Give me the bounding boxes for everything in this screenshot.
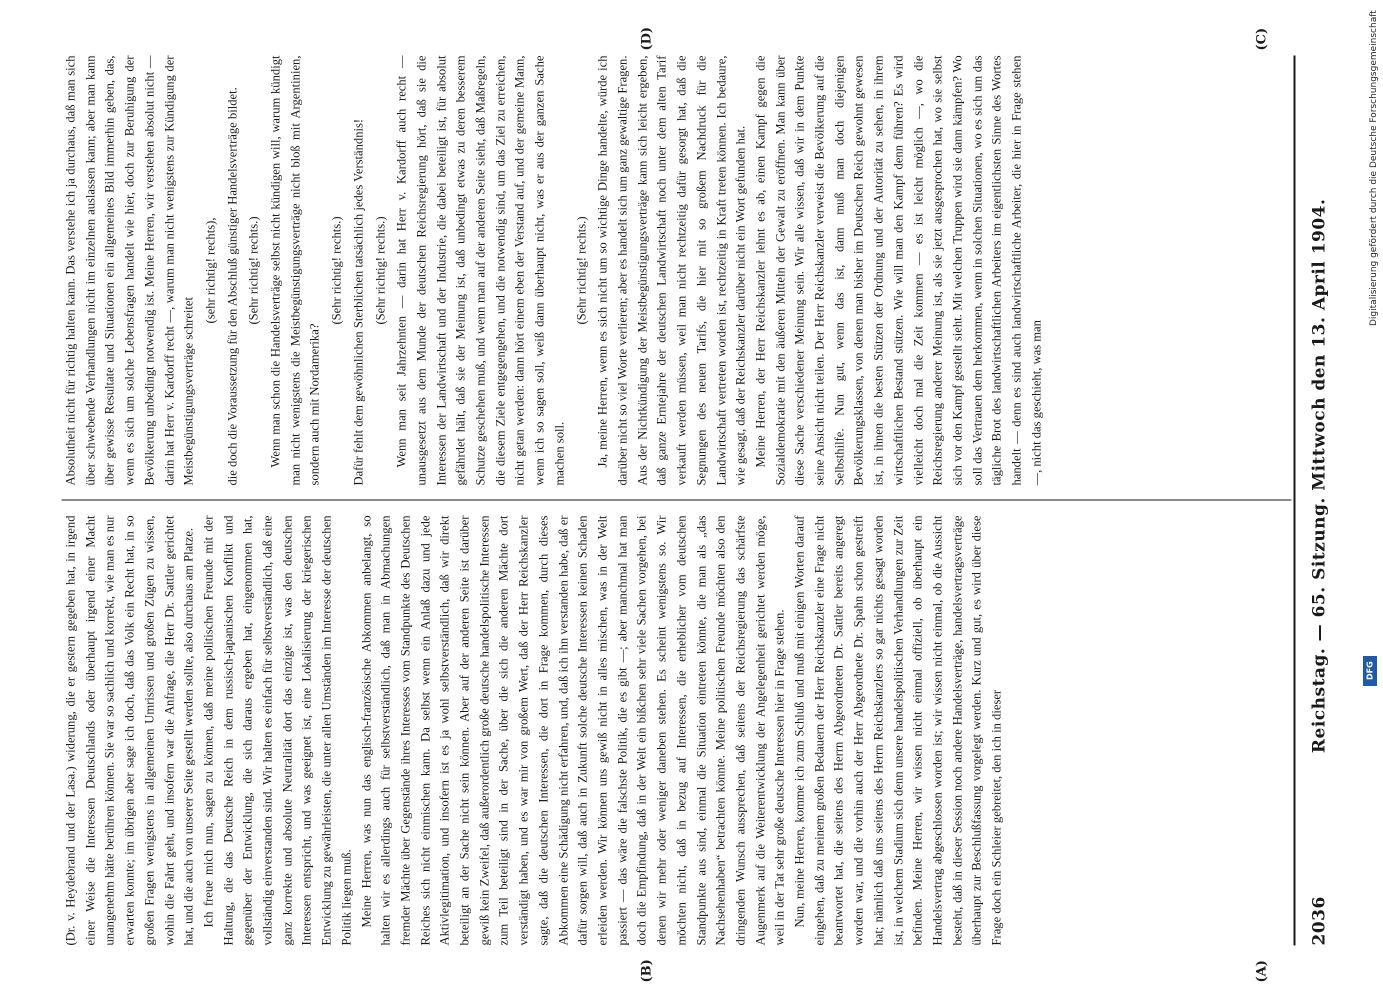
right-paragraph: Meine Herren, der Herr Reichskanzler lehnt es ab, einen Kampf gegen die Sozialdemokratie mit den äußeren Mitteln der Gewalt zu eröffnen. Man kann über diese Sache verschiedener Meinung sein. Wir alle wissen, daß wir in dem Punkte seine Ansicht nicht teilen. Der Herr Reichskanzler verweist die Bevölkerung auf die Selbsthilfe. Nun gut, wenn das ist, dann muß man doch diejenigen Bevölkerungsklassen, von denen man bisher im Deutschen Reich gewohnt gewesen ist, in ihnen die besten Stützen der Ordnung und der Autorität zu sehen, in ihrem wirtschaftlichen Bestand stützen. Wie will man den Kampf denn führen? Es wird vielleicht doch mal die Zeit kommen — es ist leicht möglich —, wo die Reichsregierung anderer Meinung ist, als sie jetzt ausgesprochen hat, wo sie selbst sich vor den Kampf gestellt sieht. Mit welchen Truppen wird sie dann kämpfen? Wo soll das Vertrauen dem herkommen, wenn in solchen Situationen, wo es sich um das tägliche Brot des landwirtschaftlichen Arbeiters im eigentlichsten Sinne des Wortes handelt — denn es sind auch landwirtschaftliche Arbeiter, die hier in Frage stehen —, nicht das geschieht, was man	[753, 55, 1044, 486]
right-paragraph: Wenn man seit Jahrzehnten — darin hat Herr v. Kardorff auch recht — unausgesetzt aus dem Munde der deutschen Reichsregierung hört, daß sie die Interessen der Landwirtschaft und der Industrie, die dabei beteiligt ist, für absolut gefährdet hält, daß sie der Meinung ist, daß unbedingt etwas zu deren besserem Schutze geschehen muß, und wenn man auf der anderen Seite sieht, daß Maßregeln, die diesem Ziele entgegengehen, und die notwendig sind, um das Ziel zu erreichen, nicht getan werden: dann hört einem eben der Verstand auf, und der gemeine Mann, wenn ich so sagen soll, weiß dann überhaupt nicht, was er aus der ganzen Sache machen soll.	[394, 55, 567, 486]
left-paragraph: Meine Herren, was nun das englisch-französische Abkommen anbelangt, so halten wir es allerdings auch für selbstverständlich, daß man in Abmachungen fremder Mächte über Gegenstände ihres Interesses vom Standpunkte des Deutschen Reiches sich nicht einmischen kann. Da selbst wenn ein Anlaß dazu und jede Aktivlegitimation, und insofern ist es ja wohl selbstverständlich, daß wir direkt beteiligt an der Sache nicht sein können. Aber auf der anderen Seite ist darüber gewiß kein Zweifel, daß außerordentlich große deutsche handelspolitische Interessen zum Teil beteiligt sind in der Sache, über die sich die anderen Mächte dort verständigt haben, und es war mir von großem Wert, daß der Herr Reichskanzler sagte, daß die deutschen Interessen, die dort in Frage kommen, durch dieses Abkommen eine Schädigung nicht erfahren, und, daß ich ihn verstanden habe, daß er dafür sorgen will, daß auch in Zukunft solche deutsche Interessen keinen Schaden erleiden werden. Wir können uns gewiß nicht in alles mischen, was in der Welt passiert — das wäre die falschste Politik, die es gibt —; aber manchmal hat man doch die Empfindung, daß in der Welt ein bißchen sehr viele Sachen vorgehen, bei denen wir mehr oder weniger daneben stehen. Es scheint wenigstens so. Wir möchten nicht, daß in bezug auf Interessen, die erheblicher vom deutschen Standpunkte aus sind, einmal die Situation eintreten könnte, die man als „das Nachsehenhaben“ betrachten könnte. Meine politischen Freunde möchten also den dringenden Wunsch aussprechen, daß seitens der Reichsregierung das schärfste Augenmerk auf die Weiterentwicklung der Angelegenheit gerichtet werden möge, weil in der Tat sehr große deutsche Interessen hier in Frage stehen.	[359, 515, 787, 946]
left-paragraph: Ich freue mich nun, sagen zu können, daß meine politischen Freunde mit der Haltung, die das Deutsche Reich in dem russisch-japanischen Konflikt und gegenüber der Entwicklung, die sich daraus ergeben hat, eingenommen hat, vollständig einverstanden sind. Wir halten es einfach für selbstverständlich, daß eine ganz korrekte und absolute Neutralität dort das einzige ist, was den deutschen Interessen entspricht, und was geeignet ist, eine Lokalisierung der kriegerischen Entwicklung zu gewährleisten, die unter allen Umständen im Interesse der deutschen Politik liegen muß.	[201, 515, 354, 946]
interjection: (Sehr richtig! rechts.)	[373, 216, 388, 325]
dfg-logo: DFG	[1363, 656, 1377, 686]
left-column	[62, 516, 1292, 946]
right-paragraph: Dafür fehlt dem gewöhnlichen Sterblichen tatsächlich jedes Verständnis!	[351, 118, 366, 486]
page-number: 2036	[1309, 896, 1330, 946]
header-rule	[1294, 56, 1296, 946]
interjection: (Sehr richtig! rechts.)	[329, 216, 344, 325]
running-title: Reichstag. — 65. Sitzung. Mittwoch den 13. April 1904.	[1309, 198, 1330, 754]
page-header	[1300, 56, 1340, 946]
margin-marker-a: (A)	[1254, 960, 1270, 983]
margin-marker-c: (C)	[1254, 27, 1270, 51]
interjection: (sehr richtig! rechts),	[203, 217, 218, 324]
column-divider	[62, 500, 1292, 501]
left-paragraph: (Dr. v. Heydebrand und der Lasa.) widerung, die er gestern gegeben hat, in irgend einer Weise die Interessen Deutschlands oder überhaupt irgend einer Macht unangenehm hätte berühren können. Sie war so sachlich und korrekt, wie man es nur erwarten konnte; im übrigen aber sage ich doch, daß das Volk ein Recht hat, in so großen Fragen wenigstens in allgemeinen Umrissen und großen Zügen zu wissen, wohin die Fahrt geht, und insofern war die Anfrage, die Herr Dr. Sattler gerichtet hat, und die auch von unserer Seite gestellt werden sollte, also durchaus am Platze.	[63, 515, 196, 946]
left-paragraph: Nun, meine Herren, komme ich zum Schluß und muß mit einigen Worten darauf eingehen, daß zu meinem großen Bedauern der Herr Reichskanzler eine Frage nicht beantwortet hat, die seitens des Herrn Abgeordneten Dr. Sattler bereits angeregt worden war, und die vorhin auch der Herr Abgeordnete Dr. Spahn schon gestreift hat; nämlich daß uns seitens des Herrn Reichskanzlers so gar nichts gesagt worden ist, in welchem Stadium sich denn unsere handelspolitischen Verhandlungen zur Zeit befinden. Meine Herren, wir wissen nicht einmal offiziell, ob überhaupt ein Handelsvertrag abgeschlossen worden ist; wir wissen nicht einmal, ob die Aussicht besteht, daß in dieser Session noch andere Handelsverträge, handelsvertragsverträge überhaupt zur Beschlußfassung vorgelegt werden. Kurz und gut, es wird über diese Frage doch ein Schleier gebreitet, den ich in dieser	[792, 515, 1004, 946]
interjection: (Sehr richtig! rechts.)	[574, 216, 589, 325]
right-paragraph: Wenn man schon die Handelsverträge selbst nicht kündigen will, warum kündigt man nicht wenigstens die Meistbegünstigungsverträge nicht bloß mit Argentinien, sondern auch mit Nordamerika?	[268, 55, 322, 486]
interjection: (Sehr richtig! rechts.)	[246, 216, 261, 325]
margin-marker-d: (D)	[639, 26, 655, 51]
rotated-page	[0, 1, 1383, 1001]
right-paragraph: Absolutheit nicht für richtig halten kann. Das verstehe ich ja durchaus, daß man sich über schwebende Verhandlungen nicht im einzelnen auslassen kann; aber man kann über gewisse Resultate und Situationen ein allgemeines Bild immerhin geben, das, wenn es sich um solche Lebensfragen handelt wie hier, doch zur Beruhigung der Bevölkerung unbedingt notwendig ist. Meine Herren, wir verstehen absolut nicht — darin hat Herr v. Kardorff recht —, warum man nicht wenigstens zur Kündigung der Meistbegünstigungsverträge schreitet	[63, 55, 196, 486]
digitization-note: Digitalisierung gefördert durch die Deutsche Forschungsgemeinschaft	[1369, 10, 1379, 326]
margin-marker-b: (B)	[639, 959, 655, 983]
right-paragraph: Ja, meine Herren, wenn es sich nicht um so wichtige Dinge handelte, würde ich darüber nicht so viel Worte verlieren; aber es handelt sich um ganz gewaltige Fragen. Aus der Nichtkündigung der Meistbegünstigungsverträge kann sich leicht ergeben, daß ganze Erntejahre der deutschen Landwirtschaft noch unter dem alten Tarif verkauft werden müssen, weil man nicht rechtzeitig dafür gesorgt hat, daß die Segnungen des neuen Tarifs, die hier mit so großem Nachdruck für die Landwirtschaft vertreten worden ist, rechtzeitig in Kraft treten können. Ich bedaure, wie gesagt, daß der Reichskanzler darüber nicht ein Wort gefunden hat.	[595, 55, 748, 486]
right-paragraph: die doch die Voraussetzung für den Abschluß günstiger Handelsverträge bildet.	[225, 87, 240, 486]
right-column	[62, 56, 1292, 486]
